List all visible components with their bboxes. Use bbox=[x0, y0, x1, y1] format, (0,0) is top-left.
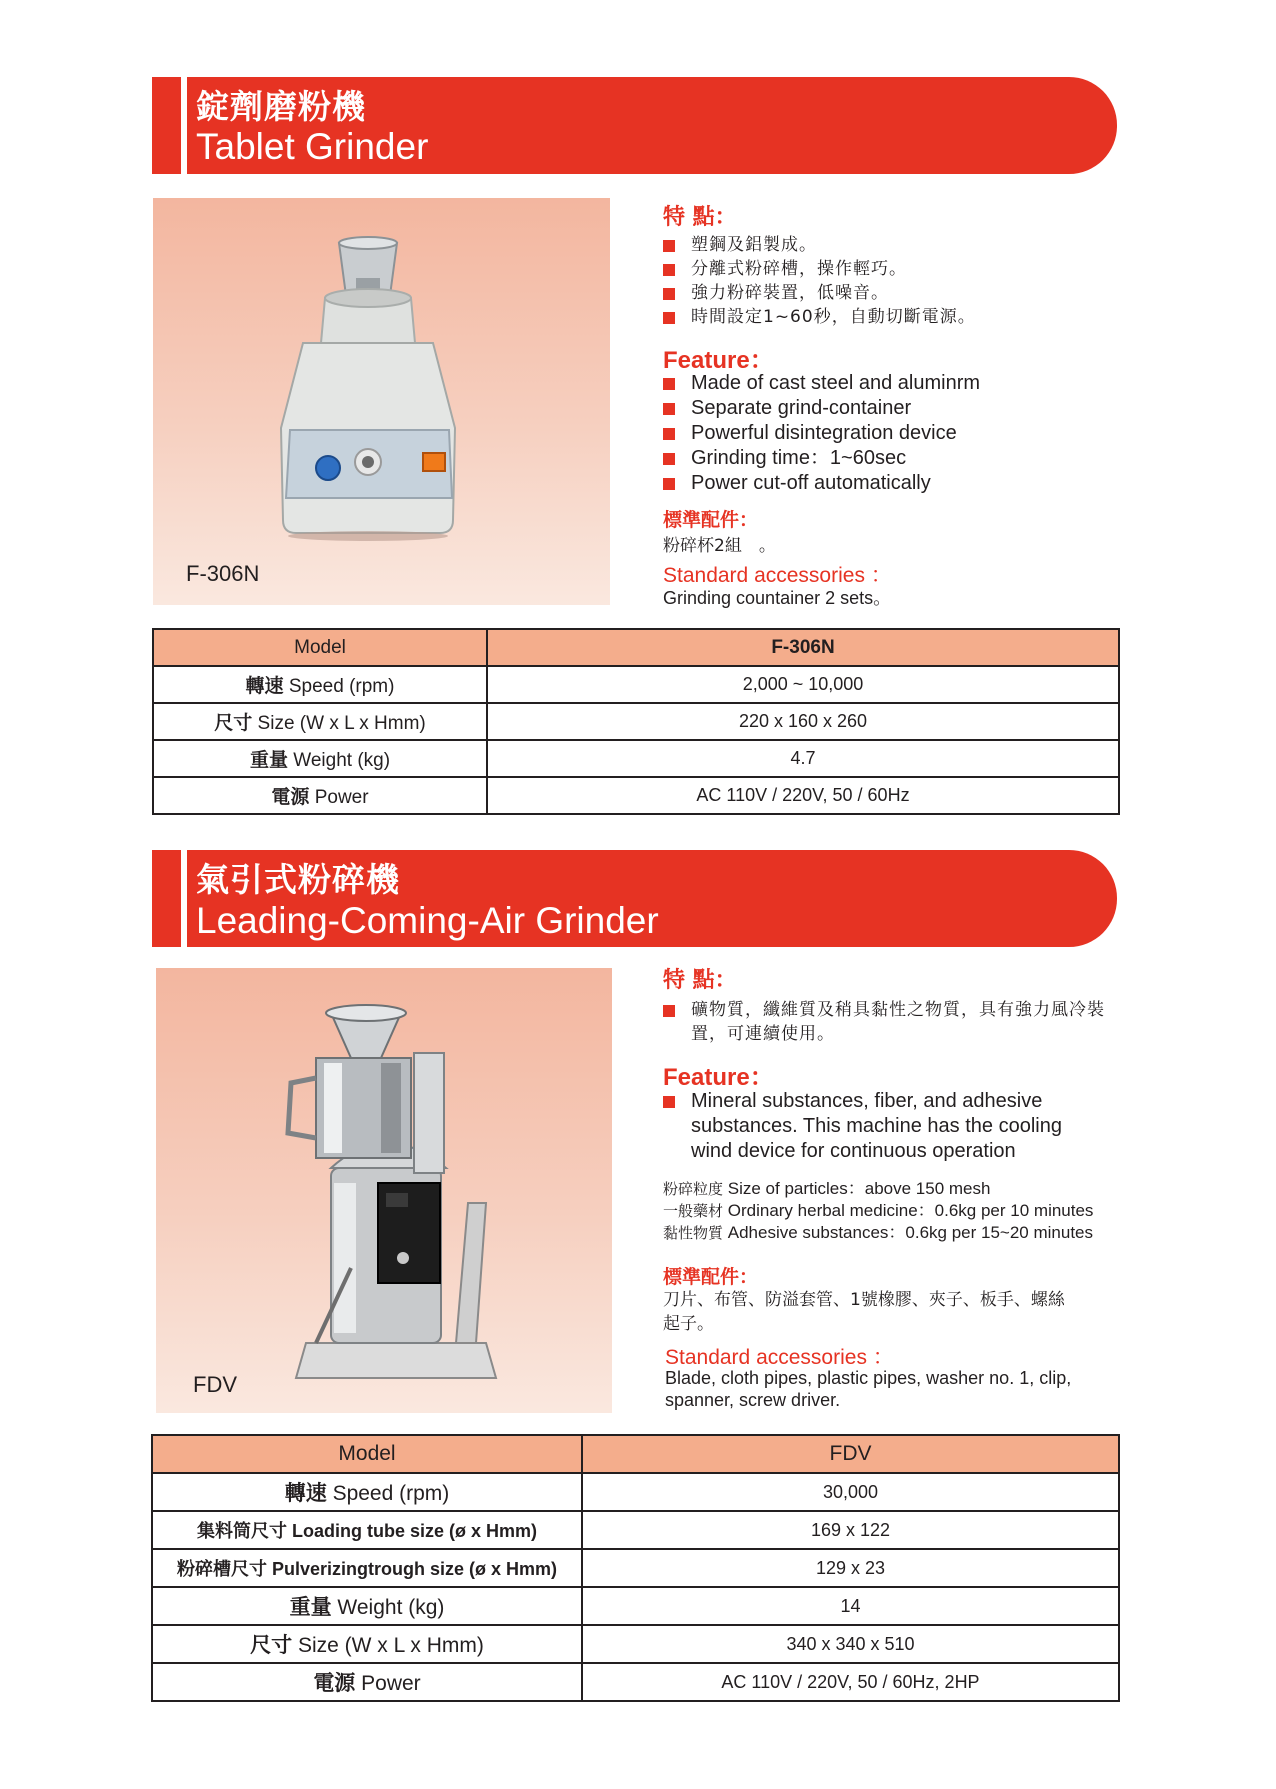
bullet-icon bbox=[663, 288, 675, 300]
table-row: 電源 Power AC 110V / 220V, 50 / 60Hz, 2HP bbox=[152, 1663, 1119, 1701]
air-grinder-image bbox=[156, 968, 612, 1413]
section1-features-en-list bbox=[663, 371, 1103, 496]
spec-line: 粉碎粒度 Size of particles：above 150 mesh bbox=[663, 1179, 991, 1198]
section2-accessories-en: Blade, cloth pipes, plastic pipes, washer no. 1, clip, spanner, screw driver. bbox=[665, 1368, 1072, 1410]
section1-spec-table bbox=[152, 628, 1120, 815]
table-row: 重量 Weight (kg) 4.7 bbox=[153, 740, 1119, 777]
table-header-row bbox=[153, 629, 1119, 666]
section1-banner-bar bbox=[181, 77, 187, 174]
section2-accessories-en-heading: Standard accessories ： bbox=[665, 1346, 894, 1369]
bullet-icon bbox=[663, 428, 675, 440]
bullet-icon bbox=[663, 403, 675, 415]
section2-accessories-cn: 刀片、布管、防溢套管、1號橡膠、夾子、板手、螺絲起子。 bbox=[663, 1290, 1065, 1334]
table-row: 尺寸 Size (W x L x Hmm) 340 x 340 x 510 bbox=[152, 1625, 1119, 1663]
section1-features-cn-heading: 特 點： bbox=[663, 205, 737, 230]
table-header-value: FDV bbox=[582, 1435, 1119, 1473]
section1-accessories-en: Grinding countainer 2 sets。 bbox=[663, 588, 892, 608]
spec-line: 黏性物質 Adhesive substances：0.6kg per 15~20 minutes bbox=[663, 1223, 1094, 1242]
section2-features-cn-list bbox=[663, 998, 1113, 1046]
list-item: Mineral substances, fiber, and adhesive substances. This machine has the cooling wind device for continuous operation bbox=[663, 1089, 1083, 1164]
section2-banner-bar bbox=[181, 850, 187, 947]
section2-spec-table bbox=[151, 1434, 1120, 1702]
table-row: 轉速 Speed (rpm) 2,000 ~ 10,000 bbox=[153, 666, 1119, 703]
section1-model-label: F-306N bbox=[186, 561, 260, 586]
section1-accessories-cn-heading: 標準配件： bbox=[663, 509, 759, 531]
table-row: 重量 Weight (kg) 14 bbox=[152, 1587, 1119, 1625]
table-row: 尺寸 Size (W x L x Hmm) 220 x 160 x 260 bbox=[153, 703, 1119, 740]
list-item: 礦物質，纖維質及稍具黏性之物質，具有強力風冷裝置，可連續使用。 bbox=[663, 998, 1113, 1046]
section1-title-cn: 錠劑磨粉機 bbox=[196, 87, 366, 126]
list-item: Power cut-off automatically bbox=[663, 471, 1103, 496]
section2-features-en-list bbox=[663, 1089, 1083, 1164]
table-row: 粉碎槽尺寸 Pulverizingtrough size (ø x Hmm) 129 x 23 bbox=[152, 1549, 1119, 1587]
table-header-model: Model bbox=[153, 629, 487, 666]
section2-spec-lines bbox=[663, 1178, 1123, 1244]
table-row: 集料筒尺寸 Loading tube size (ø x Hmm) 169 x 122 bbox=[152, 1511, 1119, 1549]
section2-features-en-heading: Feature： bbox=[663, 1064, 774, 1091]
list-item: Powerful disintegration device bbox=[663, 421, 1103, 446]
bullet-icon bbox=[663, 240, 675, 252]
section2-title-cn: 氣引式粉碎機 bbox=[196, 860, 400, 899]
section2-accessories-cn-heading: 標準配件： bbox=[663, 1266, 759, 1288]
list-item: Grinding time：1~60sec bbox=[663, 446, 1103, 471]
bullet-icon bbox=[663, 1096, 675, 1108]
bullet-icon bbox=[663, 1005, 675, 1017]
bullet-icon bbox=[663, 378, 675, 390]
bullet-icon bbox=[663, 264, 675, 276]
list-item: Separate grind-container bbox=[663, 396, 1103, 421]
table-row: 電源 Power AC 110V / 220V, 50 / 60Hz bbox=[153, 777, 1119, 814]
table-row: 轉速 Speed (rpm) 30,000 bbox=[152, 1473, 1119, 1511]
list-item: 塑鋼及鋁製成。 bbox=[663, 233, 1103, 257]
bullet-icon bbox=[663, 312, 675, 324]
list-item: 分離式粉碎槽，操作輕巧。 bbox=[663, 257, 1103, 281]
list-item: 時間設定1~60秒，自動切斷電源。 bbox=[663, 305, 1103, 329]
table-header-row bbox=[152, 1435, 1119, 1473]
bullet-icon bbox=[663, 478, 675, 490]
section1-product-photo bbox=[153, 198, 610, 605]
bullet-icon bbox=[663, 453, 675, 465]
section2-product-photo bbox=[156, 968, 612, 1413]
section2-features-cn-heading: 特 點： bbox=[663, 968, 737, 993]
section1-features-en-heading: Feature： bbox=[663, 347, 774, 374]
table-header-value: F-306N bbox=[487, 629, 1119, 666]
section1-accessories-cn: 粉碎杯2組 。 bbox=[663, 536, 776, 556]
section2-model-label: FDV bbox=[193, 1372, 237, 1397]
section1-title-en: Tablet Grinder bbox=[196, 126, 429, 167]
table-header-model: Model bbox=[152, 1435, 582, 1473]
list-item: Made of cast steel and aluminrm bbox=[663, 371, 1103, 396]
section1-accessories-en-heading: Standard accessories ： bbox=[663, 564, 892, 587]
spec-line: 一般藥材 Ordinary herbal medicine：0.6kg per 10 minutes bbox=[663, 1201, 1094, 1220]
section1-features-cn-list bbox=[663, 233, 1103, 329]
section2-title-en: Leading-Coming-Air Grinder bbox=[196, 900, 659, 941]
list-item: 強力粉碎裝置，低噪音。 bbox=[663, 281, 1103, 305]
tablet-grinder-image bbox=[153, 198, 610, 605]
